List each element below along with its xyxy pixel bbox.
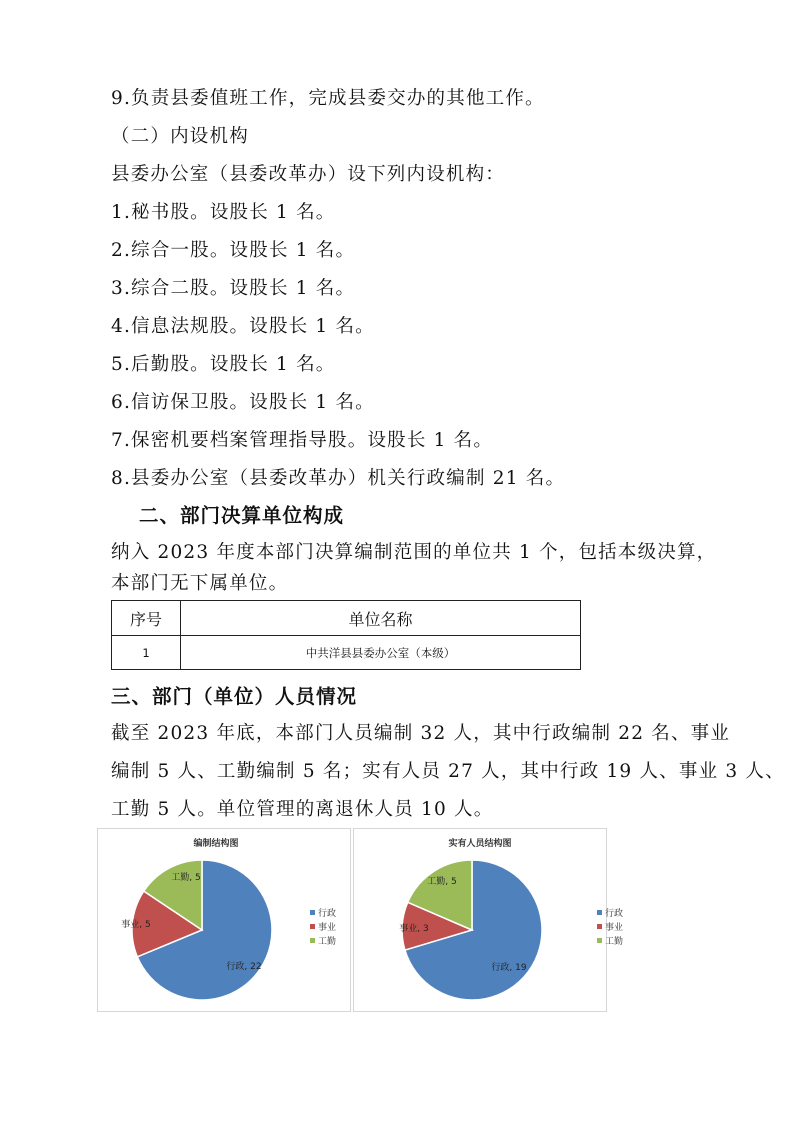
legend-label-gongqin: 工勤 bbox=[605, 937, 624, 947]
org-item-5: 5.后勤股。设股长 1 名。 bbox=[111, 354, 336, 375]
legend-label-gongqin: 工勤 bbox=[318, 937, 337, 947]
data-label-gongqin: 工勤, 5 bbox=[171, 873, 201, 883]
legend-swatch-shiye bbox=[597, 924, 602, 929]
org-item-3: 3.综合二股。设股长 1 名。 bbox=[111, 278, 356, 299]
pie-legend bbox=[597, 907, 623, 947]
staffing-para-line1: 截至 2023 年底，本部门人员编制 32 人，其中行政编制 22 名、事业 bbox=[111, 723, 731, 744]
section-heading-staffing: 三、部门（单位）人员情况 bbox=[111, 685, 358, 708]
pie-legend bbox=[310, 907, 336, 947]
internal-orgs-intro: 县委办公室（县委改革办）设下列内设机构： bbox=[111, 164, 506, 185]
org-item-1: 1.秘书股。设股长 1 名。 bbox=[111, 202, 336, 223]
legend-swatch-xingzheng bbox=[597, 910, 602, 915]
table-header-unit-name: 单位名称 bbox=[181, 601, 581, 636]
pie-slices bbox=[132, 860, 272, 1000]
chart-actual-staff bbox=[353, 828, 624, 1012]
duty-item-9: 9.负责县委值班工作，完成县委交办的其他工作。 bbox=[111, 88, 545, 109]
legend-label-shiye: 事业 bbox=[605, 923, 624, 933]
legend-label-xingzheng: 行政 bbox=[605, 909, 624, 919]
data-label-xingzheng: 行政, 22 bbox=[226, 962, 262, 972]
data-label-shiye: 事业, 3 bbox=[399, 924, 429, 934]
org-item-7: 7.保密机要档案管理指导股。设股长 1 名。 bbox=[111, 430, 494, 451]
chart-actual-staff-svg bbox=[354, 829, 636, 1011]
staffing-para-line2: 编制 5 人、工勤编制 5 名；实有人员 27 人，其中行政 19 人、事业 3 人、 bbox=[111, 761, 785, 782]
table-cell-unit-name: 中共洋县县委办公室（本级） bbox=[181, 636, 581, 670]
data-label-shiye: 事业, 5 bbox=[121, 920, 151, 930]
org-item-4: 4.信息法规股。设股长 1 名。 bbox=[111, 316, 375, 337]
subsection-heading-internal-orgs: （二）内设机构 bbox=[111, 126, 249, 147]
unit-composition-para-line2: 本部门无下属单位。 bbox=[111, 573, 289, 594]
legend-swatch-gongqin bbox=[597, 938, 602, 943]
table-header-index: 序号 bbox=[112, 601, 181, 636]
unit-composition-para-line1: 纳入 2023 年度本部门决算编制范围的单位共 1 个，包括本级决算， bbox=[111, 542, 717, 563]
chart-staff-quota-svg bbox=[98, 829, 350, 1011]
staffing-para-line3: 工勤 5 人。单位管理的离退休人员 10 人。 bbox=[111, 799, 494, 820]
chart-title: 实有人员结构图 bbox=[448, 839, 512, 849]
data-label-gongqin: 工勤, 5 bbox=[427, 877, 457, 887]
legend-label-shiye: 事业 bbox=[318, 923, 337, 933]
legend-label-xingzheng: 行政 bbox=[318, 909, 337, 919]
legend-swatch-shiye bbox=[310, 924, 315, 929]
table-header-row bbox=[112, 601, 581, 636]
data-label-xingzheng: 行政, 19 bbox=[491, 963, 527, 973]
org-item-2: 2.综合一股。设股长 1 名。 bbox=[111, 240, 356, 261]
section-heading-unit-composition: 二、部门决算单位构成 bbox=[139, 504, 345, 527]
table-row bbox=[112, 636, 581, 670]
chart-title: 编制结构图 bbox=[193, 839, 239, 849]
org-item-8: 8.县委办公室（县委改革办）机关行政编制 21 名。 bbox=[111, 468, 566, 489]
unit-table bbox=[111, 600, 581, 670]
legend-swatch-gongqin bbox=[310, 938, 315, 943]
chart-staff-quota bbox=[97, 828, 351, 1012]
org-item-6: 6.信访保卫股。设股长 1 名。 bbox=[111, 392, 375, 413]
legend-swatch-xingzheng bbox=[310, 910, 315, 915]
table-cell-index: 1 bbox=[112, 636, 181, 670]
